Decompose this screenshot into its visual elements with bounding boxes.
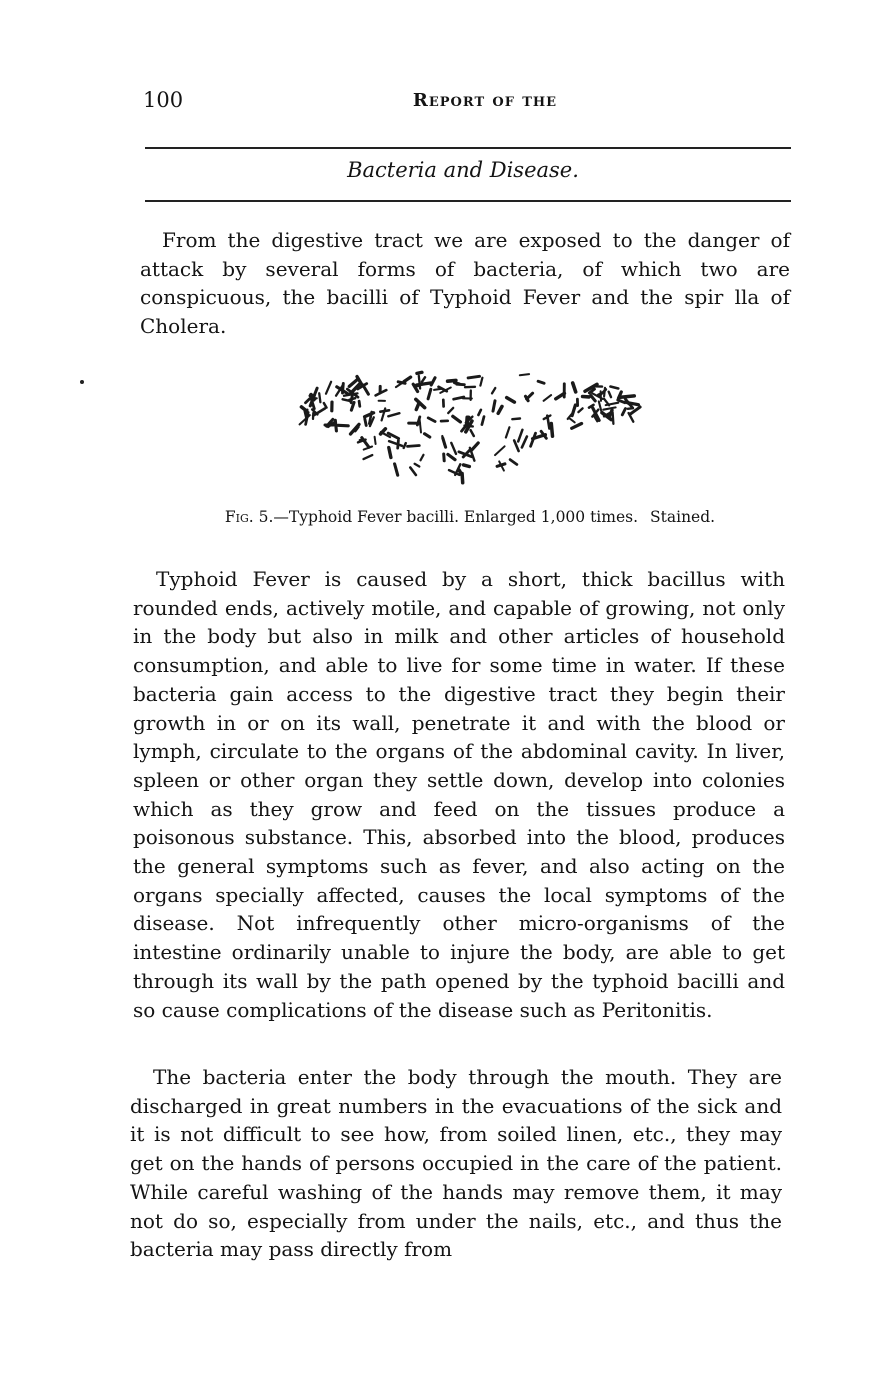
bacillus-rod (493, 401, 495, 411)
print-speck (80, 380, 84, 384)
bacillus-rod (389, 441, 402, 446)
bacillus-rod (510, 460, 517, 465)
header-rule-bottom (145, 200, 791, 202)
bacillus-rod (507, 398, 515, 403)
page-number: 100 (143, 88, 184, 112)
bacillus-rod (518, 430, 522, 442)
bacillus-rod (380, 410, 389, 411)
bacillus-rod (547, 416, 549, 429)
bacillus-rod (457, 384, 465, 385)
bacillus-rod (551, 424, 552, 437)
bacillus-rod (404, 443, 406, 448)
section-title: Bacteria and Disease. (347, 158, 579, 182)
bacillus-rod (609, 392, 611, 397)
bacillus-rod (448, 408, 453, 413)
bacillus-rod (506, 427, 510, 437)
header-rule-top (145, 147, 791, 149)
bacillus-rod (395, 464, 398, 475)
bacillus-rod (482, 417, 484, 425)
bacillus-rod (416, 403, 419, 410)
bacillus-rod (389, 448, 391, 458)
bacillus-rod (591, 396, 595, 401)
bacillus-rod (512, 419, 520, 420)
bacillus-rod (408, 446, 420, 447)
bacillus-rod (428, 418, 435, 422)
figure-caption (160, 508, 780, 526)
bacillus-rod (628, 408, 633, 409)
figure-caption-stained: Stained. (650, 508, 716, 526)
bacillus-rod (603, 407, 615, 409)
running-head: Report of the (412, 90, 558, 111)
bacillus-rod (599, 401, 602, 413)
bacillus-rod (425, 434, 430, 437)
bacillus-rod (444, 454, 445, 461)
bacillus-rod (604, 388, 605, 397)
bacillus-rod (375, 437, 376, 444)
bacillus-rod (451, 443, 456, 454)
bacillus-rod (396, 383, 402, 387)
bacillus-rod (622, 409, 625, 415)
bacillus-rod (610, 387, 618, 389)
bacillus-rod (410, 468, 416, 476)
bacillus-rod (480, 378, 482, 386)
bacillus-rod (467, 417, 468, 425)
bacillus-rod (498, 406, 502, 413)
bacillus-rod (319, 393, 320, 402)
bacillus-rod (522, 437, 527, 448)
bacillus-rod (613, 412, 614, 424)
bacillus-rod (363, 385, 369, 394)
bacillus-rod (431, 378, 435, 385)
bacillus-rod (570, 418, 575, 422)
bacillus-rod (422, 377, 425, 382)
bacillus-rod (388, 413, 399, 416)
paragraph-typhoid: Typhoid Fever is caused by a short, thick bacillus with rounded ends, actively motile, and capable of growing, not only in the body but also in milk and other articles of household consumption, and able to live for some time in water. If these bacteria gain access to the digestive tract they begin their growth in or on its wall, penetrate it and with the blood or lymph, circulate to the organs of the abdominal cavity. In liver, spleen or other organ they settle down, develop into colonies which as they grow and feed on the tissues produce a poisonous substance. This, absorbed into the blood, produces the general symptoms such as fever, and also acting on the organs specially affected, causes the local symptoms of the disease. Not infrequently other micro-organisms of the intestine ordinarily unable to injure the body, are able to get through its wall by the path opened by the typhoid bacilli and so cause complications of the disease such as Peritonitis. (133, 567, 785, 1022)
bacillus-rod (306, 399, 310, 403)
bacillus-rod (404, 377, 411, 381)
bacillus-rod (544, 395, 552, 401)
bacillus-rod (621, 396, 635, 397)
bacillus-rod (471, 430, 474, 436)
bacillus-rod (453, 416, 461, 422)
bacillus-rod (335, 420, 336, 431)
bacillus-rod (468, 376, 480, 378)
paragraph-transmission: The bacteria enter the body through the mouth. They are discharged in great numbers in the evacuations of the sick and it is not difficult to see how, from soiled linen, etc., they may get on the hands of persons occupied in the care of the patient. While careful washing of the hands may remove them, it may not do so, especially from under the nails, etc., and thus the bacteria may pass directly from (130, 1065, 782, 1262)
bacillus-rod (573, 383, 576, 392)
bacillus-rod (478, 410, 481, 415)
bacillus-rod (417, 372, 422, 373)
bacillus-rod (324, 403, 327, 408)
bacillus-rod (359, 401, 360, 406)
bacillus-rod (398, 440, 399, 448)
bacillus-rod (471, 443, 478, 451)
bacillus-rod (421, 455, 424, 461)
bacillus-rod (495, 446, 505, 455)
bacillus-rod (365, 419, 366, 426)
bacillus-rod (462, 474, 463, 483)
paragraph-intro: From the digestive tract we are exposed to the danger of attack by several forms of bacteria, of which two are conspicuous, the bacilli of Typhoid Fever and the spir lla of Cholera. (140, 228, 790, 339)
bacillus-rod (338, 425, 348, 426)
figure-label: Fig. 5. (224, 508, 274, 526)
bacillus-rod (365, 413, 374, 417)
bacillus-rod (415, 464, 420, 467)
bacillus-rod (448, 454, 455, 459)
bacillus-rod (572, 424, 582, 429)
figure-caption-text: —Typhoid Fever bacilli. Enlarged 1,000 times. (273, 508, 639, 526)
bacillus-rod (360, 440, 365, 441)
bacillus-rod (538, 381, 544, 383)
bacillus-rod (448, 380, 456, 381)
bacillus-rod (428, 389, 431, 399)
bacillus-rod (572, 405, 575, 416)
bacillus-rod (420, 420, 421, 433)
bacillus-rod (326, 382, 331, 394)
bacillus-rod (419, 376, 420, 389)
bacillus-rod (520, 374, 529, 375)
bacillus-rod (578, 408, 582, 412)
bacillus-rod (492, 388, 495, 393)
bacilli-illustration (295, 360, 645, 500)
bacillus-rod (464, 465, 470, 467)
figure-bacilli (295, 360, 645, 500)
bacillus-rod (364, 455, 373, 459)
